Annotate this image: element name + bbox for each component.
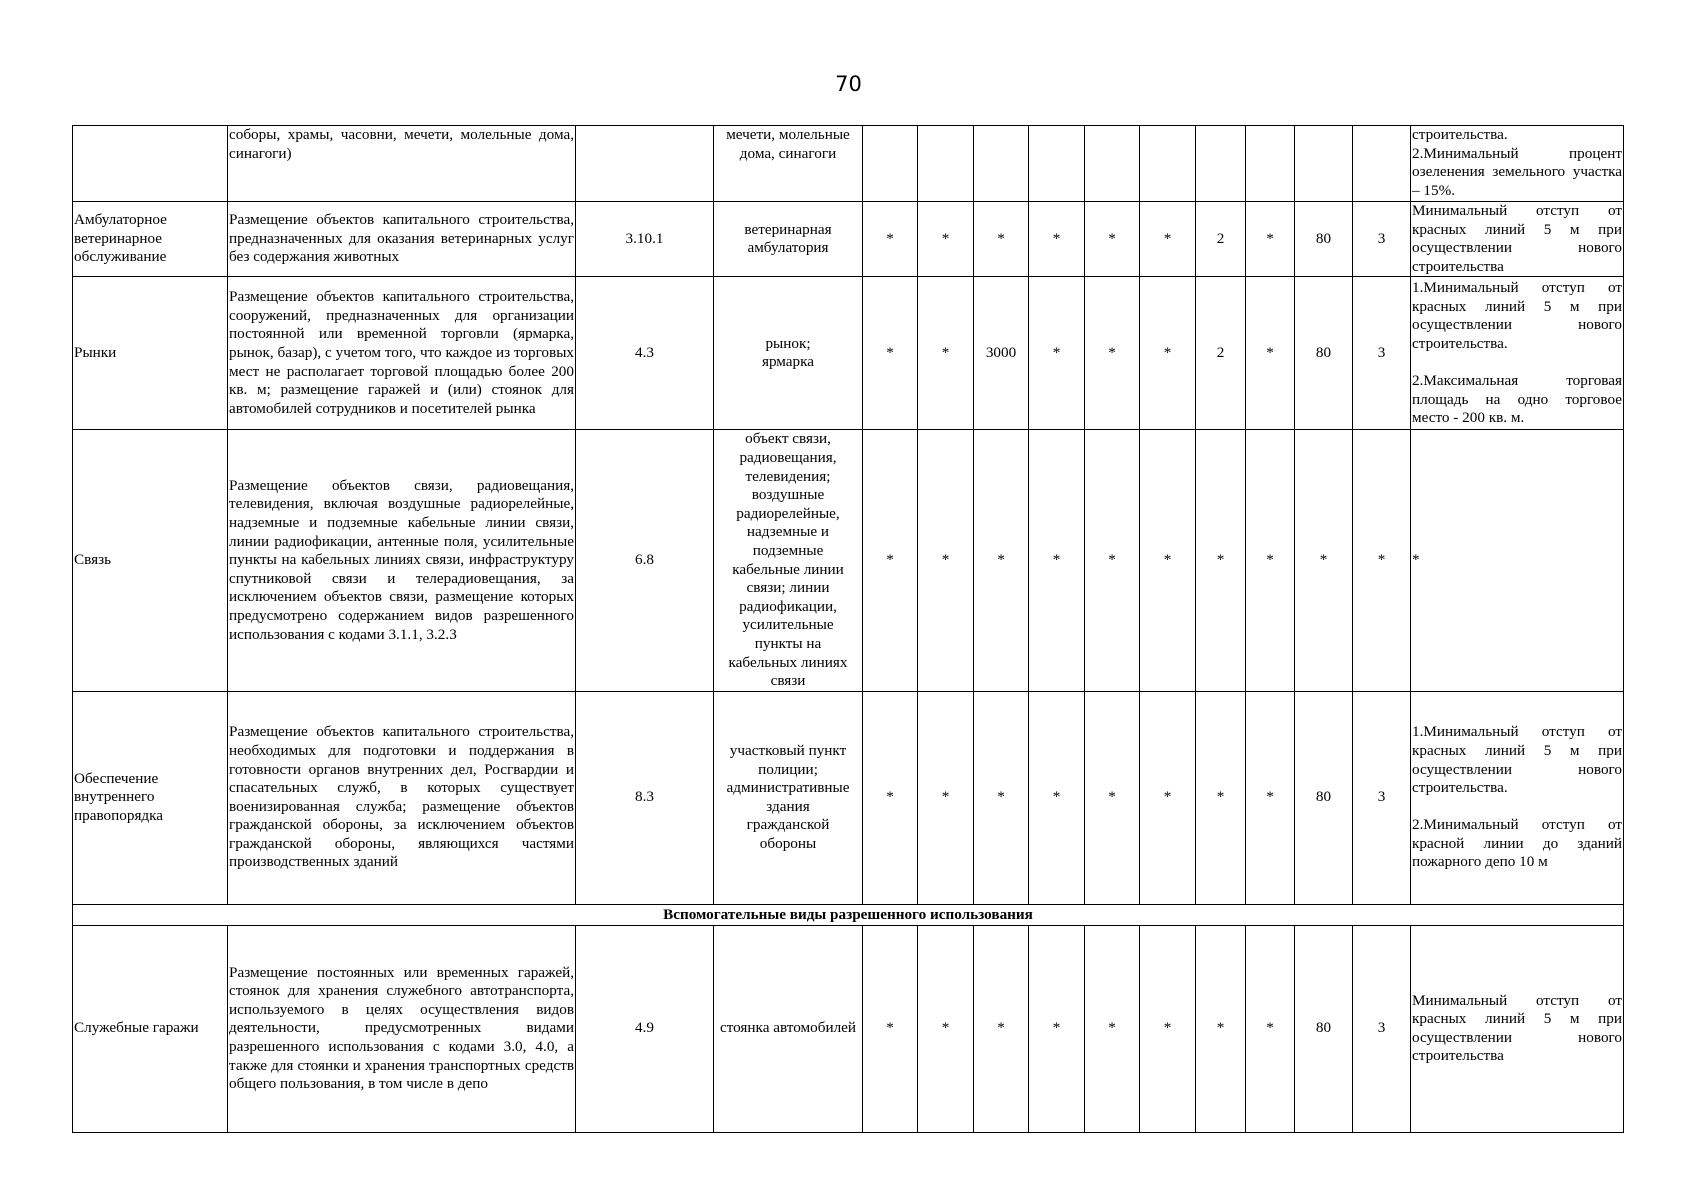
section-title: Вспомогательные виды разрешенного использования — [73, 904, 1624, 925]
param-value: * — [1246, 277, 1295, 430]
param-value: * — [974, 691, 1029, 904]
param-value: * — [974, 925, 1029, 1132]
param-value: * — [918, 202, 974, 277]
table-row — [73, 202, 1624, 277]
row-code — [576, 126, 714, 202]
param-value: * — [1295, 430, 1353, 691]
param-value: * — [1196, 691, 1246, 904]
param-value: * — [1140, 277, 1196, 430]
page-number: 70 — [835, 72, 862, 96]
note-paragraph: 2.Максимальная торговая площадь на одно торговое место - 200 кв. м. — [1412, 371, 1622, 427]
table-row — [73, 691, 1624, 904]
param-value: * — [1140, 430, 1196, 691]
param-value: 2 — [1196, 277, 1246, 430]
param-value: * — [974, 430, 1029, 691]
param-value — [1140, 126, 1196, 202]
table-row — [73, 126, 1624, 202]
row-description: Размещение объектов капитального строительства, необходимых для подготовки и поддержания в готовности органов внутренних дел, Росгвардии и спасательных служб, в которых существует военизированная служба; размещение объектов гражданской обороны, за исключением объектов гражданской обороны, являющихся частями производственных зданий — [228, 691, 576, 904]
permitted-use-table — [72, 125, 1624, 1133]
row-name: Связь — [73, 430, 228, 691]
note-paragraph: 2.Минимальный отступ от красной линии до зданий пожарного депо 10 м — [1412, 816, 1622, 871]
param-value — [1295, 126, 1353, 202]
row-name: Служебные гаражи — [73, 925, 228, 1132]
param-value: 80 — [1295, 691, 1353, 904]
note-paragraph: Минимальный отступ от красных линий 5 м при осуществлении нового строительства — [1412, 991, 1622, 1065]
note-paragraph — [1412, 353, 1622, 372]
param-value: * — [1029, 925, 1085, 1132]
row-objects: объект связи, радиовещания, телевидения; воздушные радиорелейные, надземные и подземные кабельные линии связи; линии радиофикации, усилительные пункты на кабельных линиях связи — [714, 430, 863, 691]
param-value: * — [918, 691, 974, 904]
note-paragraph: Минимальный отступ от красных линий 5 м при осуществлении нового строительства — [1412, 202, 1622, 275]
note-paragraph: строительства. — [1412, 126, 1508, 143]
aux-rows — [73, 925, 1624, 1132]
row-name: Рынки — [73, 277, 228, 430]
param-value: * — [1085, 202, 1140, 277]
note-paragraph — [1412, 798, 1622, 817]
param-value: * — [1029, 691, 1085, 904]
row-note — [1411, 277, 1624, 430]
param-value: * — [918, 430, 974, 691]
param-value: * — [1029, 277, 1085, 430]
row-code: 3.10.1 — [576, 202, 714, 277]
param-value: * — [1140, 691, 1196, 904]
note-paragraph: * — [1412, 551, 1420, 569]
param-value: 80 — [1295, 925, 1353, 1132]
row-note — [1411, 691, 1624, 904]
param-value: * — [918, 277, 974, 430]
param-value — [1029, 126, 1085, 202]
param-value: * — [1353, 430, 1411, 691]
param-value: 3000 — [974, 277, 1029, 430]
param-value — [1353, 126, 1411, 202]
row-objects: мечети, молельные дома, синагоги — [714, 126, 863, 202]
row-name — [73, 126, 228, 202]
row-description: Размещение объектов капитального строительства, сооружений, предназначенных для организации постоянной или временной торговли (ярмарка, рынок, базар), с учетом того, что каждое из торговых мест не располагает торговой площадью более 200 кв. м; размещение гаражей и (или) стоянок для автомобилей сотрудников и посетителей рынка — [228, 277, 576, 430]
note-paragraph: 2.Минимальный процент озеленения земельного участка – 15%. — [1412, 144, 1622, 199]
table-row — [73, 925, 1624, 1132]
row-description: соборы, храмы, часовни, мечети, молельные дома, синагоги) — [228, 126, 576, 202]
param-value — [1246, 126, 1295, 202]
param-value — [974, 126, 1029, 202]
param-value — [1196, 126, 1246, 202]
param-value: * — [1196, 430, 1246, 691]
param-value: * — [1085, 430, 1140, 691]
row-note — [1411, 202, 1624, 277]
param-value: 2 — [1196, 202, 1246, 277]
param-value: 3 — [1353, 202, 1411, 277]
param-value: * — [918, 925, 974, 1132]
param-value: * — [1246, 691, 1295, 904]
row-note — [1411, 126, 1624, 202]
note-paragraph: 1.Минимальный отступ от красных линий 5 м при осуществлении нового строительства. — [1412, 723, 1622, 797]
param-value: * — [863, 202, 918, 277]
param-value: * — [863, 277, 918, 430]
row-objects: ветеринарная амбулатория — [714, 202, 863, 277]
table-row — [73, 430, 1624, 691]
param-value: * — [1029, 202, 1085, 277]
row-note — [1411, 925, 1624, 1132]
row-note — [1411, 430, 1624, 691]
param-value: * — [1140, 202, 1196, 277]
param-value: * — [1246, 430, 1295, 691]
param-value: 80 — [1295, 202, 1353, 277]
row-name: Амбулаторное ветеринарное обслуживание — [73, 202, 228, 277]
param-value — [1085, 126, 1140, 202]
param-value: * — [1196, 925, 1246, 1132]
row-objects: участковый пункт полиции; административные здания гражданской обороны — [714, 691, 863, 904]
param-value: * — [1085, 277, 1140, 430]
param-value: * — [1140, 925, 1196, 1132]
main-rows — [73, 126, 1624, 905]
row-objects: стоянка автомобилей — [714, 925, 863, 1132]
param-value: 3 — [1353, 925, 1411, 1132]
param-value: 3 — [1353, 691, 1411, 904]
param-value: * — [863, 925, 918, 1132]
row-name: Обеспечение внутреннего правопорядка — [73, 691, 228, 904]
row-objects: рынок; ярмарка — [714, 277, 863, 430]
param-value: * — [863, 691, 918, 904]
param-value: * — [1085, 691, 1140, 904]
row-code: 6.8 — [576, 430, 714, 691]
row-description: Размещение объектов связи, радиовещания, телевидения, включая воздушные радиорелейные, надземные и подземные кабельные линии связи, линии радиофикации, антенные поля, усилительные пункты на кабельных линиях связи, инфраструктуру спутниковой связи и телерадиовещания, за исключением объектов связи, размещение которых предусмотрено содержанием видов разрешенного использования с кодами 3.1.1, 3.2.3 — [228, 430, 576, 691]
note-paragraph: 1.Минимальный отступ от красных линий 5 м при осуществлении нового строительства. — [1412, 279, 1622, 352]
param-value: * — [1029, 430, 1085, 691]
param-value — [918, 126, 974, 202]
section-header-row — [73, 904, 1624, 925]
param-value: * — [1246, 202, 1295, 277]
param-value: * — [1246, 925, 1295, 1132]
param-value: * — [863, 430, 918, 691]
row-description: Размещение объектов капитального строительства, предназначенных для оказания ветеринарных услуг без содержания животных — [228, 202, 576, 277]
param-value — [863, 126, 918, 202]
param-value: * — [1085, 925, 1140, 1132]
param-value: 80 — [1295, 277, 1353, 430]
row-code: 4.9 — [576, 925, 714, 1132]
table-row — [73, 277, 1624, 430]
param-value: * — [974, 202, 1029, 277]
row-code: 4.3 — [576, 277, 714, 430]
row-description: Размещение постоянных или временных гаражей, стоянок для хранения служебного автотранспорта, используемого в целях осуществления видов деятельности, предусмотренных видами разрешенного использования с кодами 3.0, 4.0, а также для стоянки и хранения транспортных средств общего пользования, в том числе в депо — [228, 925, 576, 1132]
row-code: 8.3 — [576, 691, 714, 904]
param-value: 3 — [1353, 277, 1411, 430]
